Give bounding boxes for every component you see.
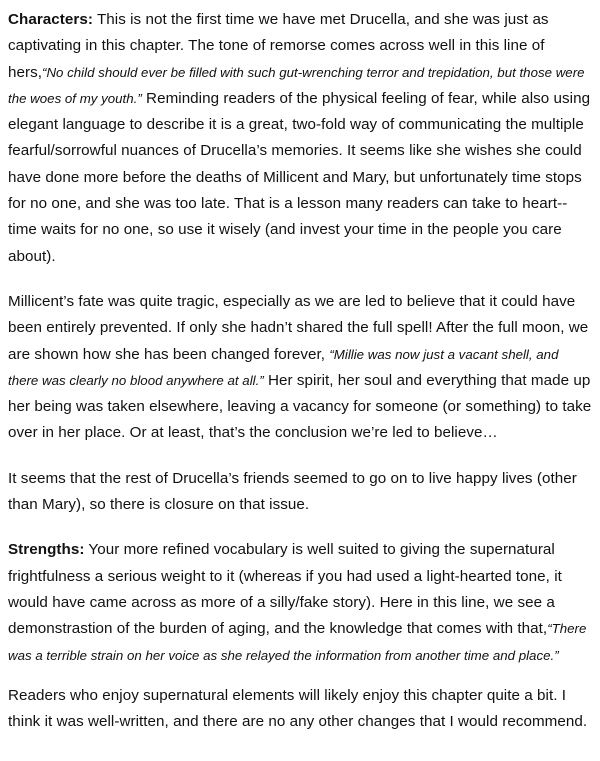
friends-paragraph [8,466,592,519]
friends-text: It seems that the rest of Drucella’s friends seemed to go on to live happy lives (other than Mary), so there is closure on that issue. [8,469,577,514]
strengths-quote: “There was a terrible strain on her voice as she relayed the information from another time and place.” [8,621,587,663]
characters-text-1: This is not the first time we have met Drucella, and she was just as captivating in this chapter. The tone of remorse comes across well in this line of hers, [8,11,549,81]
strengths-text-1: Your more refined vocabulary is well suited to giving the supernatural frightfulness a serious weight to it (whereas if you had used a light-hearted tone, it would have came across as more of a silly/fake story). Here in this line, we see a demonstrastion of the burden of aging, and the knowledge that comes with that, [8,541,562,638]
characters-label: Characters: [8,11,93,28]
millicent-text-1: Millicent’s fate was quite tragic, especially as we are led to believe that it could have been entirely prevented. If only she hadn’t shared the full spell! After the full moon, we are shown how she has been changed forever, [8,292,589,363]
readers-text: Readers who enjoy supernatural elements will likely enjoy this chapter quite a bit. I think it was well-written, and there are no any other changes that I would recommend. [8,686,588,731]
millicent-paragraph [8,289,592,447]
characters-quote: “No child should ever be filled with such gut-wrenching terror and trepidation, but those were the woes of my youth.” [8,64,585,106]
millicent-text-2: Her spirit, her soul and everything that made up her being was taken elsewhere, leaving a vacancy for someone (or something) to take over in her place. Or at least, that’s the conclusion we’re led to believe… [8,371,592,442]
readers-paragraph [8,683,592,736]
strengths-paragraph [8,537,592,668]
review-document [0,7,600,735]
characters-paragraph [8,7,592,270]
millicent-quote: “Millie was now just a vacant shell, and there was clearly no blood anywhere at all.” [8,346,559,388]
characters-text-2: Reminding readers of the physical feeling of fear, while also using elegant language to describe it is a great, two-fold way of communicating the multiple fearful/sorrowful nuances of Drucella’s memories. It seems like she wishes she could have done more before the deaths of Millicent and Mary, but unfortunately time stops for no one, and she was too late. That is a lesson many readers can take to heart-- time waits for no one, so use it wisely (and invest your time in the people you care about). [8,89,591,265]
strengths-label: Strengths: [8,541,85,559]
